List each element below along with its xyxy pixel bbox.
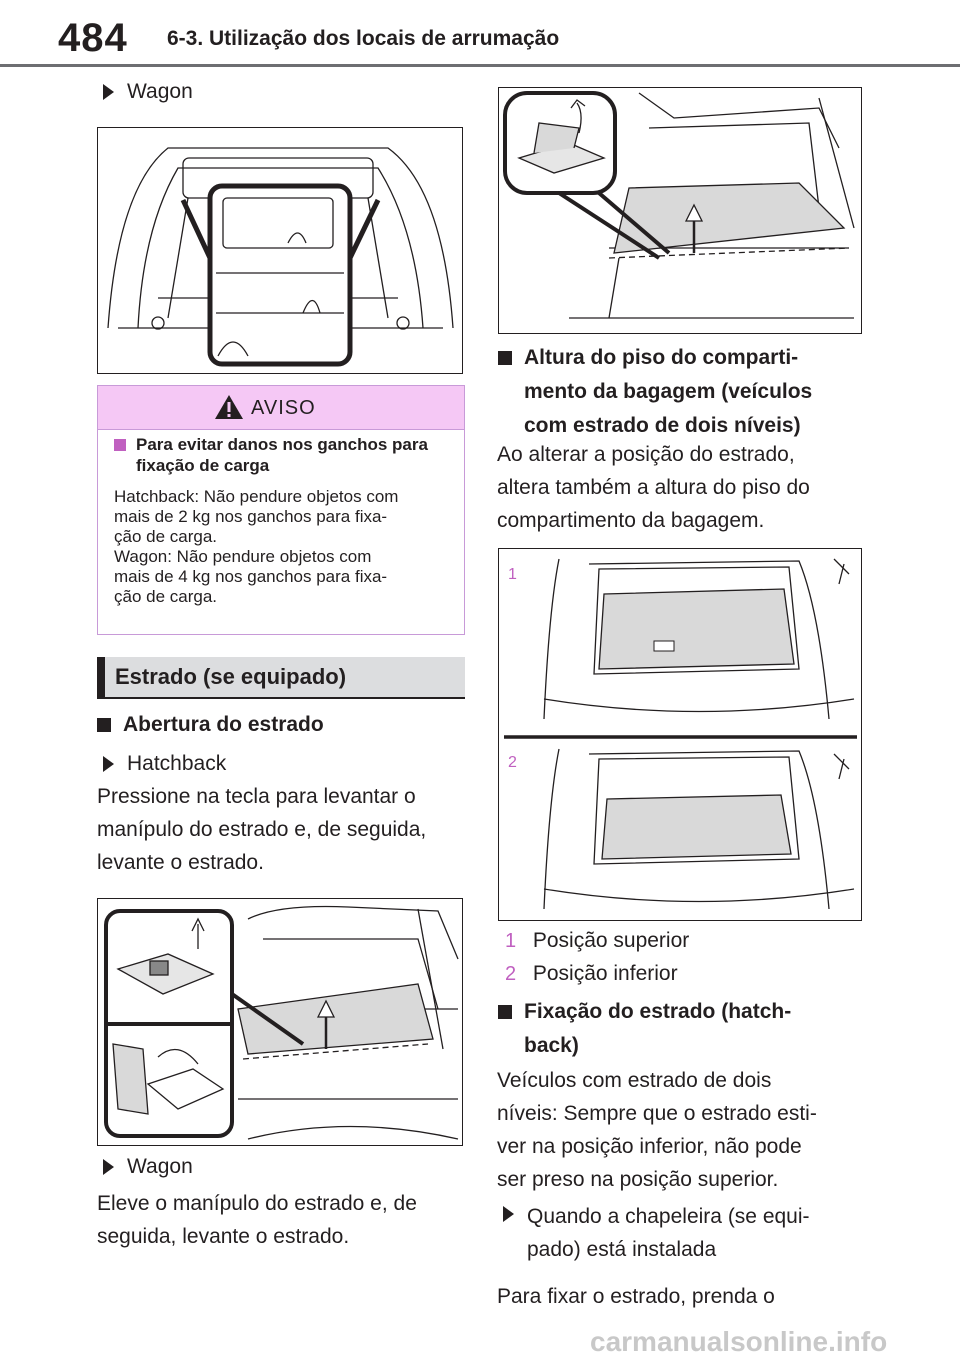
- paragraph-line: levante o estrado.: [97, 851, 264, 874]
- floor-height-text: [497, 438, 867, 537]
- triangle-bullet-icon: [103, 1159, 114, 1175]
- warning-line: mais de 2 kg nos ganchos para fixa-: [114, 507, 388, 526]
- square-bullet-icon: [97, 718, 111, 732]
- legend-item: [505, 927, 689, 955]
- floor-height-heading: [498, 341, 868, 443]
- warning-text: [114, 487, 459, 607]
- label-line: pado) está instalada: [527, 1238, 717, 1261]
- wagon-cargo-hooks-figure: [97, 127, 463, 374]
- heading-line: back): [524, 1034, 579, 1057]
- position-1-label: 1: [508, 566, 517, 583]
- position-2-label: 2: [508, 754, 517, 771]
- paragraph-line: compartimento da bagagem.: [497, 509, 765, 532]
- legend-text: Posição inferior: [532, 962, 678, 985]
- legend-item: [505, 960, 678, 988]
- hatchback-label: [103, 750, 226, 778]
- warning-line: ção de carga.: [114, 527, 218, 546]
- heading-line: mento da bagagem (veículos: [524, 380, 813, 403]
- final-text: [497, 1280, 867, 1313]
- warning-subheading: [114, 434, 454, 476]
- paragraph-line: altera também a altura do piso do: [497, 476, 810, 499]
- paragraph-line: Pressione na tecla para levantar o: [97, 785, 416, 808]
- legend-number: 1: [505, 930, 517, 952]
- heading-line: com estrado de dois níveis): [524, 414, 801, 437]
- warning-header: [98, 386, 464, 430]
- warning-line: mais de 4 kg nos ganchos para fixa-: [114, 567, 388, 586]
- paragraph-line: Para fixar o estrado, prenda o: [497, 1285, 775, 1308]
- warning-line: ção de carga.: [114, 587, 218, 606]
- header-rule: [0, 64, 960, 67]
- wagon-instructions: [97, 1187, 467, 1253]
- deck-positions-figure: [498, 548, 862, 921]
- fixing-heading-text: [524, 995, 791, 1063]
- warning-box: [97, 385, 465, 635]
- fixing-text: [497, 1064, 867, 1196]
- wagon-deck-board-figure: [498, 87, 862, 334]
- square-bullet-icon: [498, 1005, 512, 1019]
- triangle-bullet-icon: [503, 1206, 514, 1222]
- watermark: carmanualsonline.info: [590, 1326, 888, 1357]
- section-heading-bar: [97, 657, 465, 699]
- deck-positions-illustration: [499, 549, 860, 919]
- paragraph-line: seguida, levante o estrado.: [97, 1225, 350, 1248]
- opening-heading-text: Abertura do estrado: [123, 713, 324, 736]
- paragraph-line: Veículos com estrado de dois: [497, 1069, 772, 1092]
- paragraph-line: Eleve o manípulo do estrado e, de: [97, 1192, 417, 1215]
- triangle-bullet-icon: [103, 84, 114, 100]
- square-bullet-icon: [498, 351, 512, 365]
- wagon-label-text: Wagon: [127, 1155, 193, 1178]
- section-heading: Estrado (se equipado): [115, 664, 347, 689]
- heading-line: Altura do piso do comparti-: [524, 346, 799, 369]
- wagon-deck-illustration: [499, 88, 860, 332]
- triangle-bullet-icon: [103, 756, 114, 772]
- warning-line: Wagon: Não pendure objetos com: [114, 547, 372, 566]
- paragraph-line: níveis: Sempre que o estrado esti-: [497, 1102, 817, 1125]
- warning-subheading-text: Para evitar danos nos ganchos para fixação de carga: [136, 435, 428, 475]
- wagon-cargo-illustration: [98, 128, 461, 372]
- page-number: 484: [58, 16, 128, 60]
- floor-height-heading-text: [524, 341, 812, 443]
- wagon-label-top: [103, 78, 193, 106]
- warning-title: AVISO: [251, 397, 316, 419]
- warning-line: Hatchback: Não pendure objetos com: [114, 487, 399, 506]
- parcel-shelf-label: [503, 1200, 873, 1266]
- heading-line: Fixação do estrado (hatch-: [524, 1000, 792, 1023]
- paragraph-line: ser preso na posição superior.: [497, 1168, 779, 1191]
- opening-heading: [97, 708, 324, 742]
- paragraph-line: Ao alterar a posição do estrado,: [497, 443, 795, 466]
- paragraph-line: ver na posição inferior, não pode: [497, 1135, 802, 1158]
- legend-number: 2: [505, 963, 517, 985]
- hatchback-instructions: [97, 780, 467, 879]
- paragraph-line: manípulo do estrado e, de seguida,: [97, 818, 427, 841]
- square-bullet-icon: [114, 439, 126, 451]
- hatchback-label-text: Hatchback: [127, 752, 227, 775]
- hatchback-deck-illustration: [98, 899, 461, 1144]
- section-title: 6-3. Utilização dos locais de arrumação: [167, 27, 560, 50]
- fixing-heading: [498, 995, 868, 1063]
- wagon-label-bottom: [103, 1153, 193, 1181]
- parcel-shelf-text: [527, 1200, 810, 1266]
- wagon-label-text: Wagon: [127, 80, 193, 103]
- warning-triangle-icon: [214, 394, 244, 420]
- legend-text: Posição superior: [532, 929, 690, 952]
- label-line: Quando a chapeleira (se equi-: [527, 1205, 810, 1228]
- hatchback-deck-board-figure: [97, 898, 463, 1146]
